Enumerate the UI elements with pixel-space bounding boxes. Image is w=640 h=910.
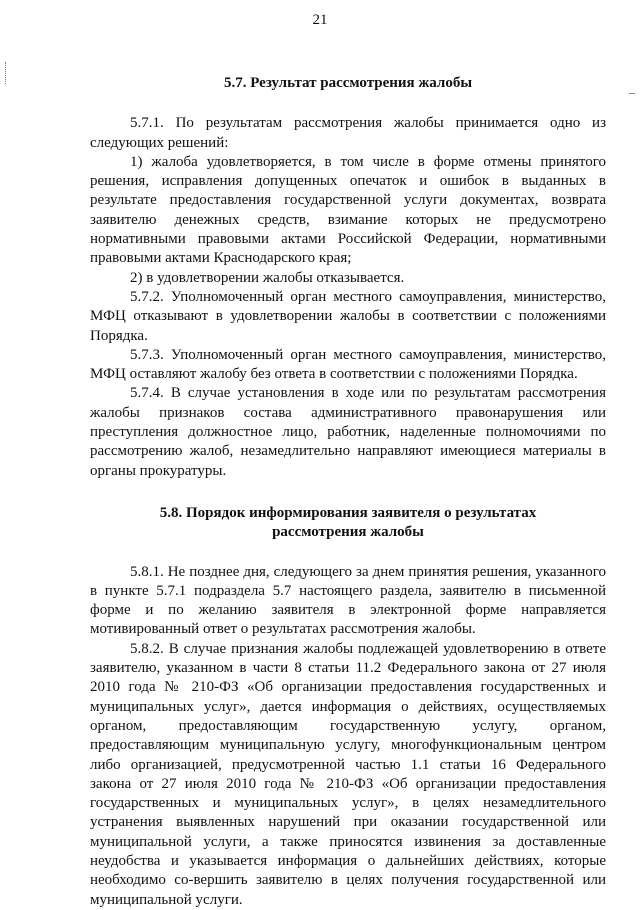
paragraph-5-7-2: 5.7.2. Уполномоченный орган местного самоуправления, министерство, МФЦ отказывают в удовлетворении жалобы в соответствии с положениями Порядка. <box>90 288 606 344</box>
section-5-8-heading-line-2: рассмотрения жалобы <box>272 524 424 541</box>
paragraph-5-7-1: 5.7.1. По результатам рассмотрения жалобы принимается одно из следующих решений: <box>90 115 606 151</box>
paragraph-decision-2: 2) в удовлетворении жалобы отказывается. <box>130 269 405 286</box>
scan-margin-mark <box>5 62 7 84</box>
section-5-7-heading: 5.7. Результат рассмотрения жалобы <box>223 75 473 91</box>
page-number: 21 <box>312 12 328 28</box>
paragraph-5-8-2: 5.8.2. В случае признания жалобы подлежащей удовлетворению в ответе заявителю, указанном в части 8 статьи 11.2 Федерального закона от 27 июля 2010 года № 210-ФЗ «Об организации предоставления государственных и муниципальных услуг», дается информация о действиях, осуществляемых органом, предоставляющим государственную услугу, органом, предоставляющим муниципальную услугу, многофункциональным центром либо организацией, предусмотренной частью 1.1 статьи 16 Федерального закона от 27 июля 2010 года № 210-ФЗ «Об организации предоставления государственных и муниципальных услуг», в целях незамедлительного устранения выявленных нарушений при оказании государственной или муниципальной услуги, а также приносятся извинения за доставленные неудобства и указывается информация о дальнейших действиях, которые необходимо со-вершить заявителю в целях получения государственной или муниципальной услуги. <box>90 640 606 908</box>
scan-edge-mark <box>629 93 635 94</box>
paragraph-5-7-3: 5.7.3. Уполномоченный орган местного самоуправления, министерство, МФЦ оставляют жалобу без ответа в соответствии с положениями Порядка. <box>90 346 606 383</box>
paragraph-5-8-1: 5.8.1. Не позднее дня, следующего за днем принятия решения, указанного в пункте 5.7.1 подраздела 5.7 настоящего раздела, заявителю в письменной форме и по желанию заявителя в электронной форме направляется мотивированный ответ о результатах рассмотрения жалобы. <box>90 563 606 638</box>
section-5-8-heading-line-1: 5.8. Порядок информирования заявителя о результатах <box>159 504 537 521</box>
paragraph-5-7-4: 5.7.4. В случае установления в ходе или по результатам рассмотрения жалобы признаков состава административного правонарушения или преступления должностное лицо, работник, наделенные полномочиями по рассмотрению жалоб, незамедлительно направляют имеющиеся материалы в органы прокуратуры. <box>90 385 606 479</box>
paragraph-decision-1: 1) жалоба удовлетворяется, в том числе в форме отмены принятого решения, исправления допущенных опечаток и ошибок в выданных в результате предоставления государственной услуги документах, возврата заявителю денежных средств, взимание которых не предусмотрено нормативными правовыми актами Российской Федерации, нормативными правовыми актами Краснодарского края; <box>90 153 606 267</box>
document-body <box>90 74 606 910</box>
